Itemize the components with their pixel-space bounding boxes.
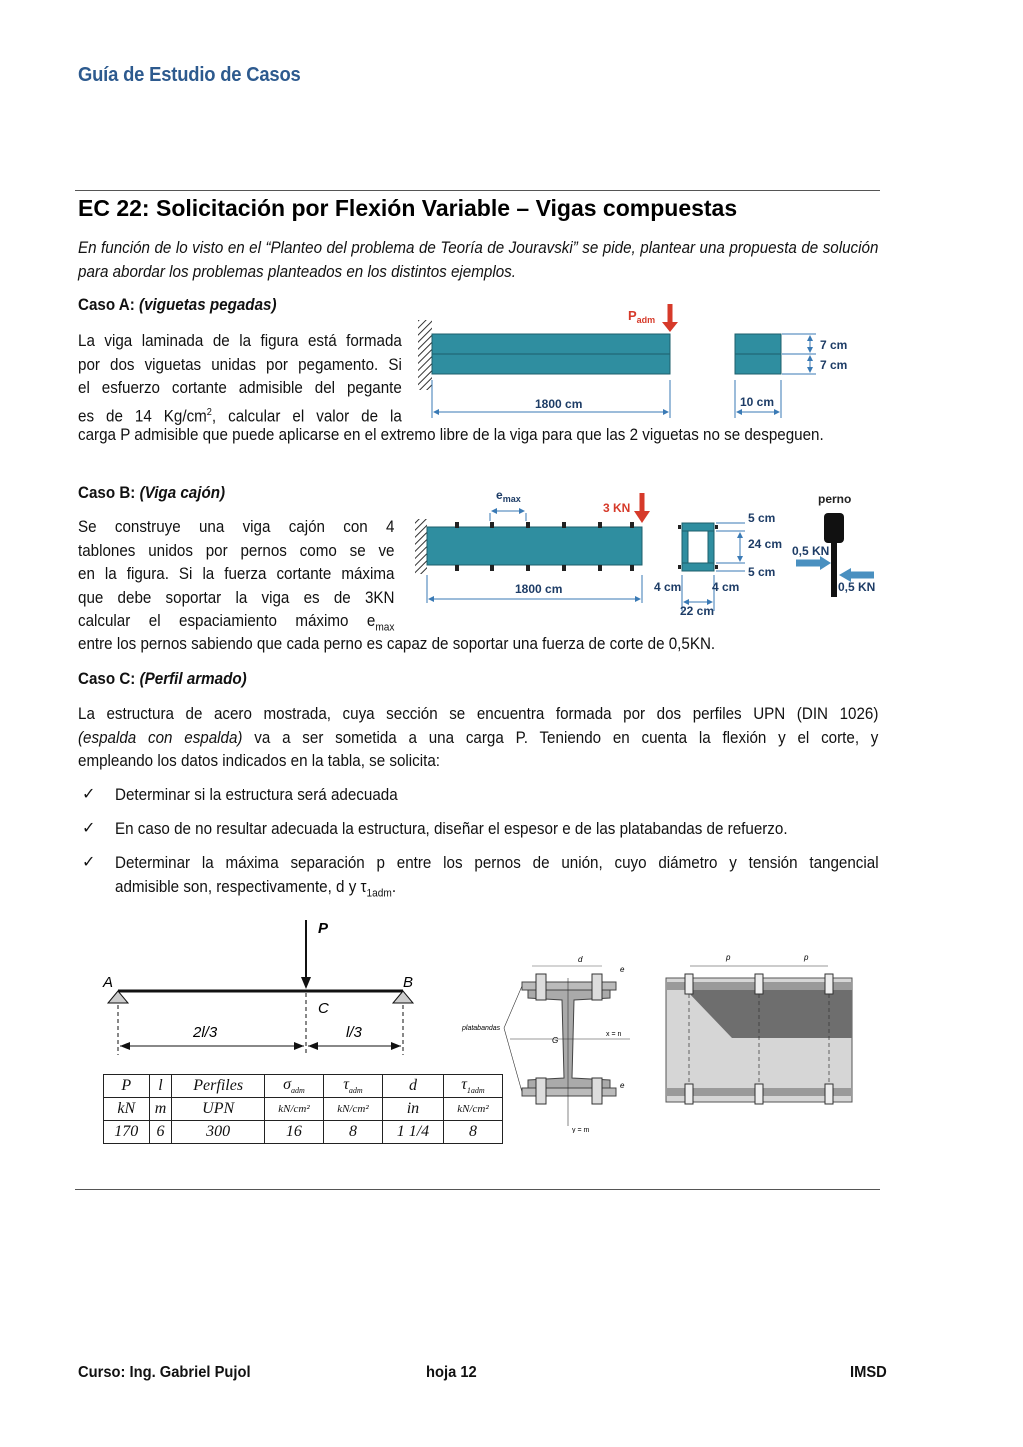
wall-support: [418, 320, 432, 390]
check-icon: ✓: [82, 820, 96, 837]
bolt-shank: [831, 543, 837, 597]
case-c-beam-figure: [98, 915, 418, 1060]
t-bot-label: 5 cm: [748, 565, 776, 579]
w-total-label: 22 cm: [680, 604, 715, 618]
footer-page: hoja 12: [426, 1364, 477, 1381]
top-rule: [75, 190, 880, 191]
h1-label: 7 cm: [820, 338, 848, 352]
bolt-force-2: 0,5 KN: [838, 580, 876, 594]
section-top: [735, 334, 781, 354]
l1-label: 2l/3: [193, 1024, 218, 1041]
l2-label: l/3: [346, 1024, 362, 1041]
point-c-label: C: [318, 1000, 329, 1017]
case-b-text-rest: entre los pernos sabiendo que cada perno es capaz de soportar una fuerza de corte de 0,5KN.: [78, 635, 716, 653]
table-row: P l Perfiles $\sigma_{adm}$ $\tau_{adm}$ d $\tau_{1adm}$: [104, 1075, 503, 1098]
section-title: EC 22: Solicitación por Flexión Variable – Vigas compuestas: [78, 195, 738, 221]
case-c-p1: La estructura de acero mostrada, cuya sección se encuentra formada por dos perfiles UPN (DIN 1026): [78, 705, 879, 723]
support-a-label: A: [103, 974, 114, 991]
case-c-section-figure: [460, 948, 640, 1133]
svg-text:e: e: [620, 965, 625, 974]
case-a-heading: Caso A: (viguetas pegadas): [78, 296, 277, 314]
beam-top: [432, 334, 670, 354]
case-b-heading: Caso B: (Viga cajón): [78, 484, 226, 502]
support-b-label: B: [403, 974, 414, 991]
case-c-p3: empleando los datos indicados en la tabla, se solicita:: [78, 752, 441, 770]
beam-bottom: [432, 354, 670, 374]
svg-text:x = n: x = n: [606, 1031, 622, 1038]
platabandas-label: platabandas: [462, 1025, 501, 1032]
case-c-data-table: [103, 1074, 503, 1144]
intro-text: En función de lo visto en el “Planteo del problema de Teoría de Jouravski” se pide, plantear una propuesta de solución para abordar los problemas planteados en los distintos ejemplos.: [78, 239, 879, 281]
case-b-figure: [410, 485, 880, 620]
svg-text:y = m: y = m: [572, 1127, 590, 1133]
svg-text:p: p: [726, 953, 731, 962]
svg-text:p: p: [804, 953, 809, 962]
length-label: 1800 cm: [515, 582, 563, 596]
bolt-head: [824, 513, 844, 543]
case-c-item-3-line2: admisible son, respectivamente, d y $\tau_{1adm}$.: [115, 878, 397, 900]
w-right-label: 4 cm: [712, 580, 740, 594]
h-label: 24 cm: [748, 537, 783, 551]
case-c-item-3: Determinar la máxima separación p entre los pernos de unión, cuyo diámetro y tensión tangencial: [115, 854, 879, 872]
footer-institution: IMSD: [850, 1364, 887, 1381]
case-c-p2: (espalda con espalda) va a ser sometida a una carga P. Teniendo en cuenta la flexión y el corte, y: [78, 729, 879, 747]
w-left-label: 4 cm: [654, 580, 682, 594]
svg-text:G: G: [552, 1036, 559, 1045]
check-icon: ✓: [82, 786, 96, 803]
section-bottom: [735, 354, 781, 374]
case-c-item-2: En caso de no resultar adecuada la estructura, diseñar el espesor e de las platabandas de refuerzo.: [115, 820, 788, 838]
case-c-heading: Caso C: (Perfil armado): [78, 670, 247, 688]
t-top-label: 5 cm: [748, 511, 776, 525]
emax-label: $e_{max}$: [496, 488, 521, 504]
load-label: 3 KN: [603, 501, 631, 515]
width-label: 10 cm: [740, 395, 775, 409]
length-label: 1800 cm: [535, 397, 583, 411]
table-row: 170 6 300 16 8 1 1/4 8: [104, 1121, 503, 1144]
case-c-side-figure: [662, 948, 857, 1113]
case-b-text-left: Se construye una viga cajón con 4 tablones unidos por pernos como se ve en la figura. Si la fuerza cortante máxima que debe soportar la viga es de 3KN calcular el espaciamiento máximo $e_{max}$: [78, 518, 395, 634]
case-a-text-left: La viga laminada de la figura está formada por dos viguetas unidas por pegamento. Si el esfuerzo cortante admisible del pegante es de 14 $Kg/cm^2$, calcular el valor de la: [78, 332, 402, 425]
footer-course: Curso: Ing. Gabriel Pujol: [78, 1364, 251, 1381]
bottom-rule: [75, 1189, 880, 1190]
header-title: Guía de Estudio de Casos: [78, 64, 301, 86]
case-c-item-1: Determinar si la estructura será adecuada: [115, 786, 398, 804]
case-a-figure: [410, 300, 880, 420]
load-p-label: P: [318, 920, 329, 937]
table-row: kN m UPN kN/cm² kN/cm² in kN/cm²: [104, 1098, 503, 1121]
svg-text:d: d: [578, 955, 583, 964]
bolt-force-1: 0,5 KN: [792, 544, 830, 558]
load-label: $P_{adm}$: [628, 308, 656, 325]
case-a-text-rest: carga P admisible que puede aplicarse en el extremo libre de la viga para que las 2 viguetas no se despeguen.: [78, 426, 824, 444]
box-beam: [427, 527, 642, 565]
bolt-title: perno: [818, 492, 852, 506]
check-icon: ✓: [82, 854, 96, 871]
svg-text:e: e: [620, 1081, 625, 1090]
h2-label: 7 cm: [820, 358, 848, 372]
